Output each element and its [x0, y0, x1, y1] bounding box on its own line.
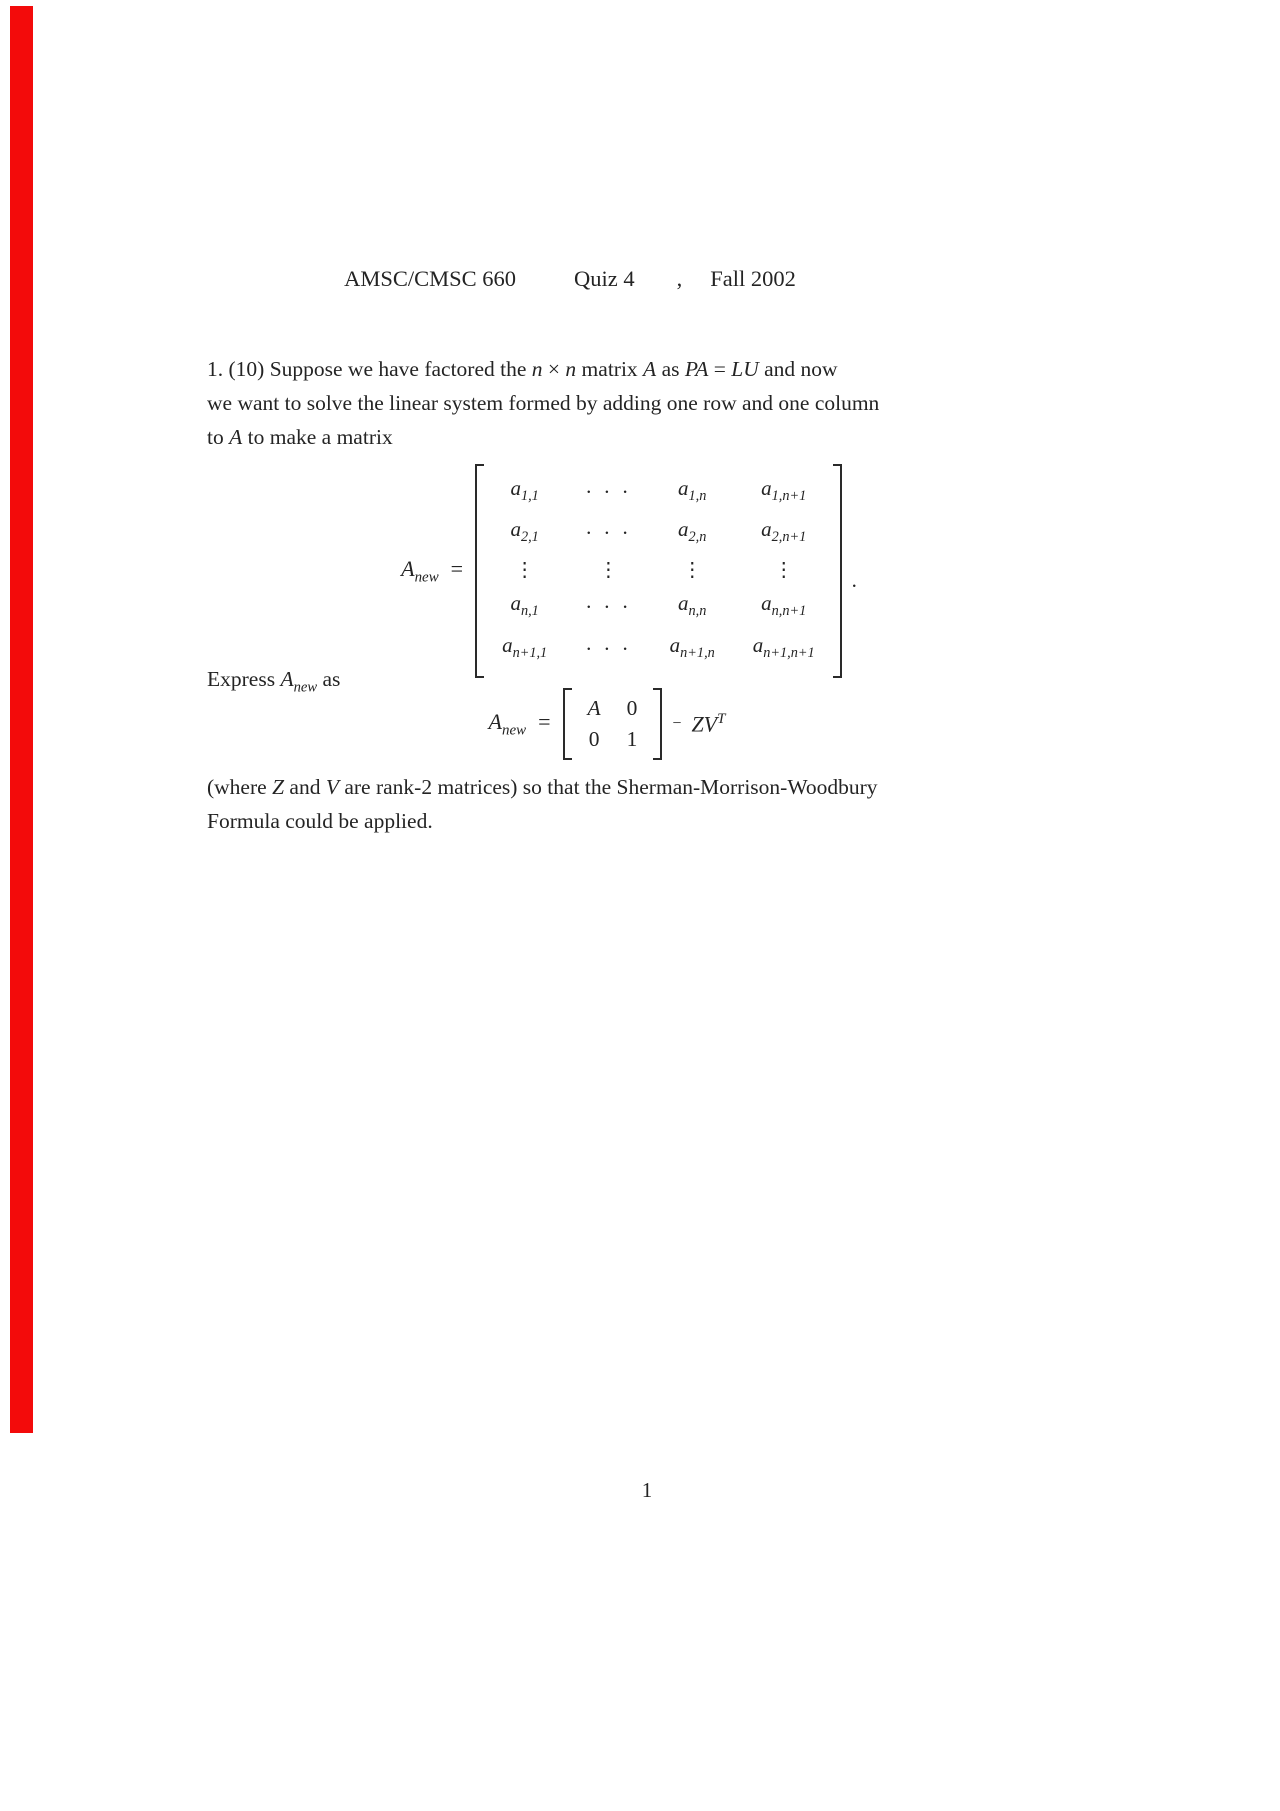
- math-var-ZV: ZV: [691, 711, 718, 737]
- vdots: ⋮: [682, 559, 703, 582]
- vdots: ⋮: [598, 559, 619, 582]
- math-var-A: A: [229, 425, 243, 449]
- math-var-PA: PA: [684, 357, 709, 381]
- equals-sign: =: [538, 708, 551, 734]
- right-bracket: [653, 688, 662, 760]
- matrix-entry: $a_{2,1}$: [510, 517, 539, 546]
- header-comma: ,: [676, 266, 683, 291]
- block-matrix-brackets: [563, 688, 663, 760]
- matrix-entry: $a_{n+1,1}$: [502, 632, 548, 661]
- problem-text: as: [656, 357, 685, 381]
- matrix-entry: 0: [626, 696, 638, 720]
- math-var-LU: LU: [731, 357, 759, 381]
- subscript-new: new: [414, 569, 439, 586]
- term-label: Fall 2002: [710, 266, 796, 291]
- matrix-entry: $a_{n,1}$: [510, 591, 539, 620]
- matrix-entry: $a_{n,n+1}$: [761, 591, 807, 620]
- zv-term: [691, 711, 725, 737]
- matrix-entries: [484, 464, 833, 678]
- math-var-Z: Z: [272, 775, 285, 799]
- document-header: [190, 266, 950, 292]
- sherman-morrison-equation: [207, 688, 1007, 760]
- subscript-new: new: [293, 679, 318, 696]
- express-text: as: [317, 667, 341, 691]
- anew-matrix-equation: [207, 464, 1007, 678]
- problem-statement: [207, 352, 1007, 454]
- matrix-entry: $a_{2,n}$: [678, 517, 707, 546]
- transpose-superscript: T: [717, 710, 726, 727]
- closing-text: are rank-2 matrices) so that the Sherman-Morrison-Woodbury: [338, 775, 878, 799]
- course-code: AMSC/CMSC 660: [344, 266, 517, 291]
- closing-text: (where: [207, 775, 273, 799]
- problem-text: and now: [758, 357, 838, 381]
- vdots: ⋮: [773, 559, 794, 582]
- matrix-entry: $a_{n,n}$: [678, 591, 707, 620]
- matrix-brackets: [475, 464, 842, 678]
- matrix-entry: $a_{n+1,n}$: [669, 632, 715, 661]
- math-var-A: A: [488, 708, 502, 734]
- anew-lhs: [489, 709, 563, 739]
- matrix-entry: $a_{n+1,n+1}$: [752, 632, 815, 661]
- problem-text-line2: we want to solve the linear system formed by adding one row and one column: [207, 391, 880, 415]
- anew-lhs: [401, 556, 475, 586]
- express-text: Express: [207, 667, 281, 691]
- equation-period: .: [851, 568, 857, 593]
- math-var-A: A: [401, 555, 415, 581]
- cdots: · · ·: [585, 480, 632, 505]
- matrix-entry: $a_{1,n+1}$: [761, 476, 807, 505]
- right-bracket: [833, 464, 842, 678]
- block-matrix-entries: [572, 688, 654, 760]
- closing-text-line2: Formula could be applied.: [207, 809, 433, 833]
- problem-text-line3: to make a matrix: [242, 425, 393, 449]
- subscript-new: new: [502, 722, 527, 739]
- times-sign: ×: [542, 357, 566, 381]
- closing-text: and: [284, 775, 326, 799]
- matrix-entry: $a_{1,n}$: [678, 476, 707, 505]
- page-number: 1: [641, 1478, 653, 1502]
- math-var-A: A: [280, 667, 294, 691]
- vdots: ⋮: [514, 559, 535, 582]
- math-var-n: n: [565, 357, 577, 381]
- cdots: · · ·: [585, 521, 632, 546]
- minus-sign: −: [672, 715, 682, 732]
- math-var-A: A: [643, 357, 657, 381]
- problem-text-line3: to: [207, 425, 230, 449]
- left-bracket: [563, 688, 572, 760]
- math-var-V: V: [325, 775, 339, 799]
- matrix-entry: $a_{1,1}$: [510, 476, 539, 505]
- math-var-n: n: [531, 357, 543, 381]
- equals-sign: =: [450, 555, 464, 581]
- problem-text: 1. (10) Suppose we have factored the: [207, 357, 532, 381]
- red-margin-mark: [10, 6, 33, 1433]
- cdots: · · ·: [585, 636, 632, 661]
- matrix-entry: A: [587, 696, 601, 720]
- problem-text: matrix: [576, 357, 644, 381]
- matrix-entry: 1: [626, 727, 638, 751]
- matrix-entry: $a_{2,n+1}$: [761, 517, 807, 546]
- equals-sign: =: [708, 357, 732, 381]
- matrix-entry: 0: [588, 727, 600, 751]
- quiz-title: Quiz 4: [574, 266, 635, 291]
- cdots: · · ·: [585, 595, 632, 620]
- left-bracket: [475, 464, 484, 678]
- closing-paragraph: [207, 770, 1007, 838]
